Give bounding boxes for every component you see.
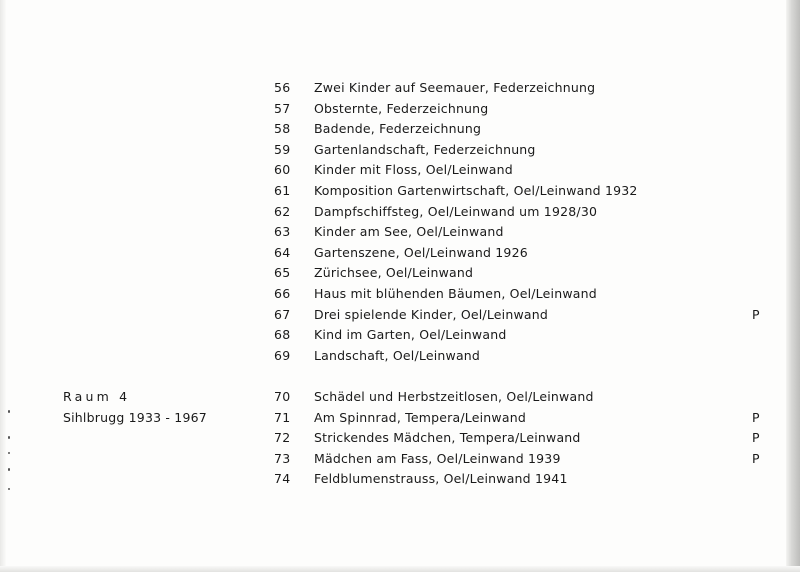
entry-title: Dampfschiffsteg, Oel/Leinwand um 1928/30 [314, 203, 598, 219]
list-item [0, 387, 800, 407]
entry-number: 71 [274, 409, 291, 425]
list-item [0, 181, 800, 201]
entry-title: Haus mit blühenden Bäumen, Oel/Leinwand [314, 286, 597, 301]
entry-number: 66 [274, 286, 291, 301]
entry-number: 59 [274, 141, 291, 157]
list-item [0, 428, 800, 448]
list-item [0, 160, 800, 180]
entry-mark: P [752, 430, 760, 446]
entry-title: Feldblumenstrauss, Oel/Leinwand 1941 [314, 471, 568, 487]
list-item [0, 408, 800, 428]
list-item [0, 449, 800, 469]
entry-number: 58 [274, 121, 291, 137]
list-item [0, 469, 800, 489]
entry-number: 68 [274, 327, 291, 343]
list-item [0, 243, 800, 263]
entry-title: Kinder am See, Oel/Leinwand [314, 224, 504, 240]
room-place-dates: Sihlbrugg 1933 - 1967 [63, 410, 207, 425]
entry-mark: P [752, 409, 760, 425]
entry-title: Mädchen am Fass, Oel/Leinwand 1939 [314, 450, 561, 466]
list-item [0, 119, 800, 139]
entry-number: 73 [274, 450, 291, 466]
entry-mark: P [752, 450, 760, 466]
list-item [0, 222, 800, 242]
entry-title: Am Spinnrad, Tempera/Leinwand [314, 409, 526, 425]
entry-number: 63 [274, 224, 291, 240]
entry-number: 69 [274, 347, 291, 363]
entry-number: 62 [274, 203, 291, 219]
list-item [0, 140, 800, 160]
entry-title: Obsternte, Federzeichnung [314, 100, 489, 116]
entry-number: 61 [274, 183, 291, 198]
list-item [0, 202, 800, 222]
entry-title: Badende, Federzeichnung [314, 121, 482, 137]
room-label: Raum 4 [63, 389, 131, 404]
entry-title: Landschaft, Oel/Leinwand [314, 347, 481, 363]
entry-number: 60 [274, 162, 291, 178]
list-item [0, 325, 800, 345]
entry-title: Gartenlandschaft, Federzeichnung [314, 141, 536, 157]
list-item [0, 78, 800, 98]
list-item [0, 263, 800, 283]
entry-mark: P [752, 306, 760, 322]
entry-title: Kinder mit Floss, Oel/Leinwand [314, 162, 513, 178]
entry-title: Schädel und Herbstzeitlosen, Oel/Leinwand [314, 389, 594, 404]
entry-number: 65 [274, 265, 291, 281]
entry-title: Zürichsee, Oel/Leinwand [314, 265, 474, 281]
entry-number: 67 [274, 306, 291, 322]
entry-number: 74 [274, 471, 291, 487]
list-item [0, 346, 800, 366]
entry-number: 70 [274, 389, 291, 404]
entry-title: Drei spielende Kinder, Oel/Leinwand [314, 306, 549, 322]
page-bottom-edge [0, 566, 800, 572]
entry-title: Strickendes Mädchen, Tempera/Leinwand [314, 430, 581, 446]
entry-number: 57 [274, 100, 291, 116]
list-item [0, 99, 800, 119]
list-item [0, 284, 800, 304]
entry-title: Gartenszene, Oel/Leinwand 1926 [314, 244, 528, 260]
entry-number: 56 [274, 80, 291, 95]
entry-title: Komposition Gartenwirtschaft, Oel/Leinwand 1932 [314, 183, 638, 198]
list-item [0, 305, 800, 325]
entry-number: 64 [274, 244, 291, 260]
entry-number: 72 [274, 430, 291, 446]
entry-title: Zwei Kinder auf Seemauer, Federzeichnung [314, 80, 596, 95]
entry-title: Kind im Garten, Oel/Leinwand [314, 327, 507, 343]
